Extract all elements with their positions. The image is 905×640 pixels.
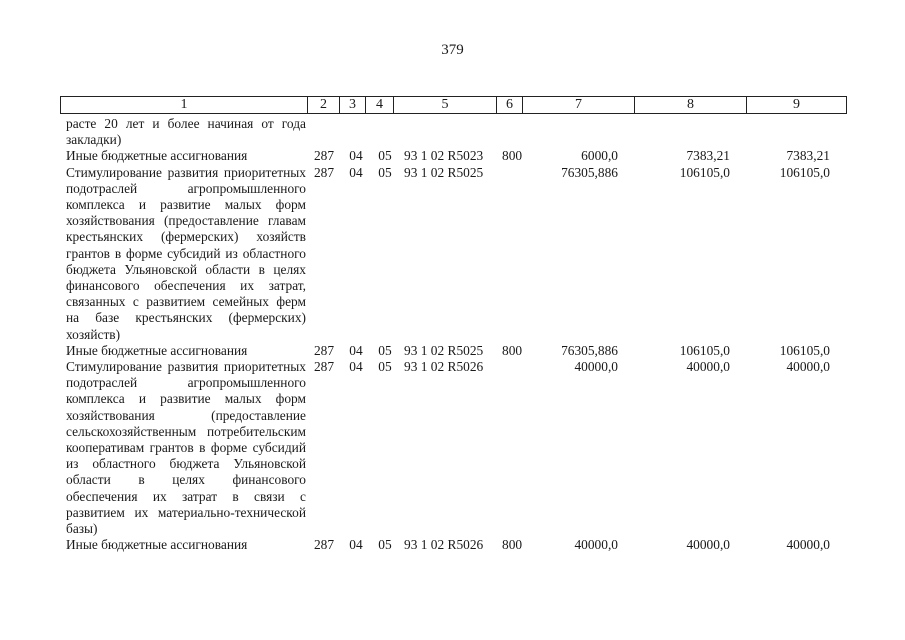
- table-row: [66, 343, 846, 359]
- row-col-4: 05: [378, 537, 392, 553]
- row-col-5: 93 1 02 R5025: [404, 342, 484, 358]
- row-col-8: 106105,0: [679, 342, 730, 358]
- row-col-9: 40000,0: [786, 537, 830, 553]
- column-header-8: 8: [635, 97, 747, 114]
- table-row: [66, 165, 846, 343]
- row-col-7: 40000,0: [574, 359, 618, 375]
- row-col-9: 106105,0: [779, 342, 830, 358]
- row-col-2: 287: [313, 148, 335, 164]
- row-col-2: 287: [313, 537, 335, 553]
- column-header-3: 3: [340, 97, 366, 114]
- row-col-7: 76305,886: [561, 164, 618, 180]
- row-col-2: 287: [313, 342, 335, 358]
- row-col-4: 05: [378, 359, 392, 375]
- row-col-8: 106105,0: [679, 164, 730, 180]
- row-col-3: 04: [349, 164, 363, 180]
- row-col-7: 76305,886: [561, 342, 618, 358]
- row-col-9: 7383,21: [786, 148, 830, 164]
- row-col-5: 93 1 02 R5026: [404, 359, 484, 375]
- column-header-5: 5: [394, 97, 497, 114]
- column-header-table: [60, 96, 847, 114]
- row-col-5: 93 1 02 R5026: [404, 537, 484, 553]
- row-col-3: 04: [349, 342, 363, 358]
- table-row: [66, 148, 846, 164]
- table-row: [66, 537, 846, 553]
- row-col-6: 800: [502, 148, 523, 164]
- column-header-4: 4: [366, 97, 394, 114]
- column-header-row: [61, 97, 847, 114]
- row-col-7: 6000,0: [581, 148, 618, 164]
- column-header-6: 6: [497, 97, 523, 114]
- budget-table-body: [66, 116, 846, 553]
- column-header-2: 2: [308, 97, 340, 114]
- row-col-3: 04: [349, 537, 363, 553]
- row-col-9: 106105,0: [779, 164, 830, 180]
- page-number: 379: [441, 42, 464, 58]
- row-col-9: 40000,0: [786, 359, 830, 375]
- row-description: Стимулирование развития приоритетных подотраслей агропромышленного комплекса и развитие малых форм хозяйствования (предоставление сельскохозяйственным потребительским кооперативам грантов в форме субсидий из областного бюджета Ульяновской области в целях финансового обеспечения их затрат в связи с развитием их материально-технической базы): [66, 359, 306, 537]
- row-col-5: 93 1 02 R5025: [404, 164, 484, 180]
- row-description: Иные бюджетные ассигнования: [66, 148, 248, 164]
- table-row: [66, 359, 846, 537]
- row-col-5: 93 1 02 R5023: [404, 148, 484, 164]
- row-col-7: 40000,0: [574, 537, 618, 553]
- column-header-9: 9: [747, 97, 847, 114]
- column-header-1: 1: [61, 97, 308, 114]
- row-col-8: 7383,21: [686, 148, 730, 164]
- row-description: Иные бюджетные ассигнования: [66, 537, 248, 553]
- row-description: раcте 20 лет и более начиная от года закладки): [66, 116, 306, 148]
- row-col-3: 04: [349, 148, 363, 164]
- row-col-4: 05: [378, 148, 392, 164]
- row-description: Стимулирование развития приоритетных подотраслей агропромышленного комплекса и развитие малых форм хозяйствования (предоставление главам крестьянских (фермерских) хозяйств грантов в форме субсидий из областного бюджета Ульяновской области в целях финансового обеспечения их затрат, связанных с развитием семейных ферм на базе крестьянских (фермерских) хозяйств): [66, 164, 306, 342]
- row-col-6: 800: [502, 342, 523, 358]
- table-row: [66, 116, 846, 148]
- row-col-8: 40000,0: [686, 537, 730, 553]
- row-col-3: 04: [349, 359, 363, 375]
- row-col-4: 05: [378, 342, 392, 358]
- row-col-8: 40000,0: [686, 359, 730, 375]
- row-col-6: 800: [502, 537, 523, 553]
- row-description: Иные бюджетные ассигнования: [66, 342, 248, 358]
- column-header-7: 7: [523, 97, 635, 114]
- row-col-4: 05: [378, 164, 392, 180]
- row-col-2: 287: [313, 359, 335, 375]
- row-col-2: 287: [313, 164, 335, 180]
